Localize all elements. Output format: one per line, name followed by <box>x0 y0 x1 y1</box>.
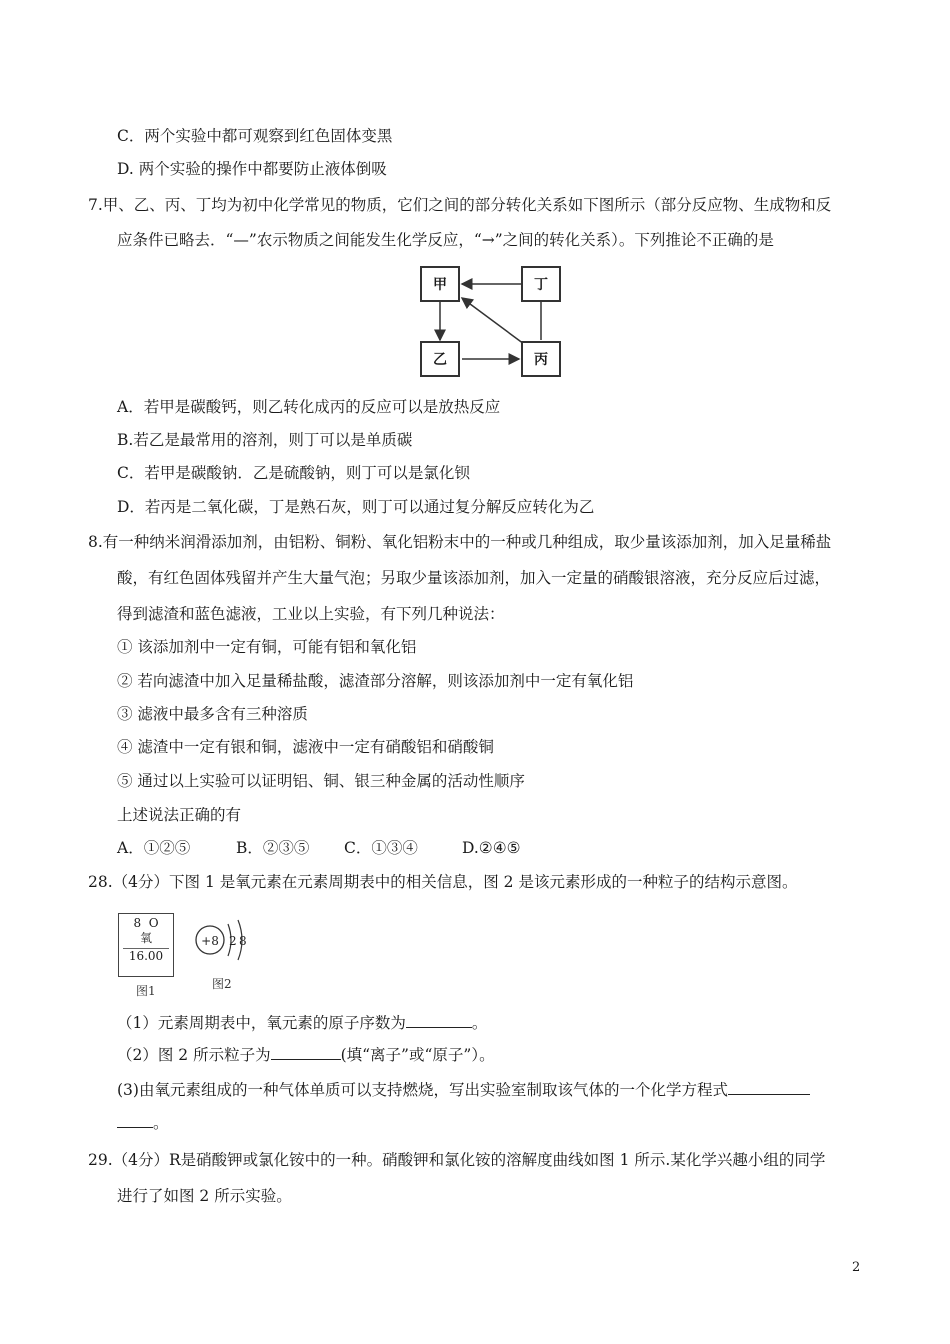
fig1-caption: 图1 <box>136 984 156 998</box>
q7-stem-line1: 7.甲、乙、丙、丁均为初中化学常见的物质，它们之间的部分转化关系如下图所示（部分反应物、生成物和反 <box>88 196 832 214</box>
q8-statement-3: ③ 滤液中最多含有三种溶质 <box>117 705 308 723</box>
node-bing: 丙 <box>521 341 561 377</box>
q7-option-d: D．若丙是二氧化碳，丁是熟石灰，则丁可以通过复分解反应转化为乙 <box>117 498 595 516</box>
shell-1-electrons: 2 <box>229 934 237 948</box>
q28-stem: 28.（4分）下图 1 是氧元素在元素周期表中的相关信息，图 2 是该元素形成的一种粒子的结构示意图。 <box>88 873 798 891</box>
q6-option-d: D. 两个实验的操作中都要防止液体倒吸 <box>117 160 387 178</box>
q7-option-b: B.若乙是最常用的溶剂，则丁可以是单质碳 <box>117 431 413 449</box>
page-number: 2 <box>852 1260 861 1275</box>
q8-option-a: A．①②⑤ <box>117 839 191 857</box>
q7-option-c: C．若甲是碳酸钠．乙是硫酸钠，则丁可以是氯化钡 <box>117 464 470 482</box>
q7-option-a: A．若甲是碳酸钙，则乙转化成丙的反应可以是放热反应 <box>117 398 501 416</box>
node-jia: 甲 <box>420 266 460 302</box>
atom-structure-diagram <box>190 914 254 966</box>
arrow-bing-to-jia <box>462 298 524 344</box>
q8-ask: 上述说法正确的有 <box>117 806 242 824</box>
q8-statement-4: ④ 滤渣中一定有银和铜，滤液中一定有硝酸铝和硝酸铜 <box>117 738 494 756</box>
q8-stem-line3: 得到滤渣和蓝色滤液，工业以上实验，有下列几种说法： <box>117 605 505 623</box>
node-yi: 乙 <box>420 341 460 377</box>
q6-option-c: C．两个实验中都可观察到红色固体变黑 <box>117 127 393 145</box>
q8-option-b: B．②③⑤ <box>236 839 310 857</box>
q8-statement-1: ① 该添加剂中一定有铜，可能有铝和氧化铝 <box>117 638 417 656</box>
node-ding: 丁 <box>521 266 561 302</box>
element-name: 氧 <box>139 931 152 945</box>
q7-diagram <box>420 264 562 380</box>
q8-statement-5: ⑤ 通过以上实验可以证明铝、铜、银三种金属的活动性顺序 <box>117 772 525 790</box>
fig2-caption: 图2 <box>212 977 232 991</box>
q29-stem-line1: 29.（4分）R是硝酸钾或氯化铵中的一种。硝酸钾和氯化铵的溶解度曲线如图 1 所示.某化学兴趣小组的同学 <box>88 1151 826 1169</box>
q28-part3-end: 。 <box>117 1113 169 1133</box>
q28-part2: （2）图 2 所示粒子为 (填“离子”或“原子”）。 <box>117 1046 495 1064</box>
shell-2-electrons: 8 <box>239 934 247 948</box>
nucleus-charge: +8 <box>201 934 219 948</box>
q8-option-d: D.②④⑤ <box>462 839 521 857</box>
q8-statement-2: ② 若向滤渣中加入足量稀盐酸，滤渣部分溶解，则该添加剂中一定有氧化铝 <box>117 672 634 690</box>
q8-option-c: C．①③④ <box>344 839 418 857</box>
element-mass: 16.00 <box>123 948 169 964</box>
q8-stem-line2: 酸，有红色固体残留并产生大量气泡；另取少量该添加剂，加入一定量的硝酸银溶液，充分反应后过滤， <box>117 569 831 587</box>
q28-part1: （1）元素周期表中，氧元素的原子序数为 。 <box>117 1014 488 1032</box>
q8-stem-line1: 8.有一种纳米润滑添加剂，由铝粉、铜粉、氧化铝粉末中的一种或几种组成，取少量该添加剂，加入足量稀盐 <box>88 533 832 551</box>
q7-stem-line2: 应条件已略去．“—”农示物质之间能发生化学反应，“→”之间的转化关系）。下列推论不正确的是 <box>117 231 774 249</box>
q28-part3: (3)由氧元素组成的一种气体单质可以支持燃烧，写出实验室制取该气体的一个化学方程式 <box>117 1080 810 1100</box>
element-tile <box>118 913 174 977</box>
element-number-symbol: 8 O <box>133 916 159 930</box>
q29-stem-line2: 进行了如图 2 所示实验。 <box>117 1187 292 1205</box>
